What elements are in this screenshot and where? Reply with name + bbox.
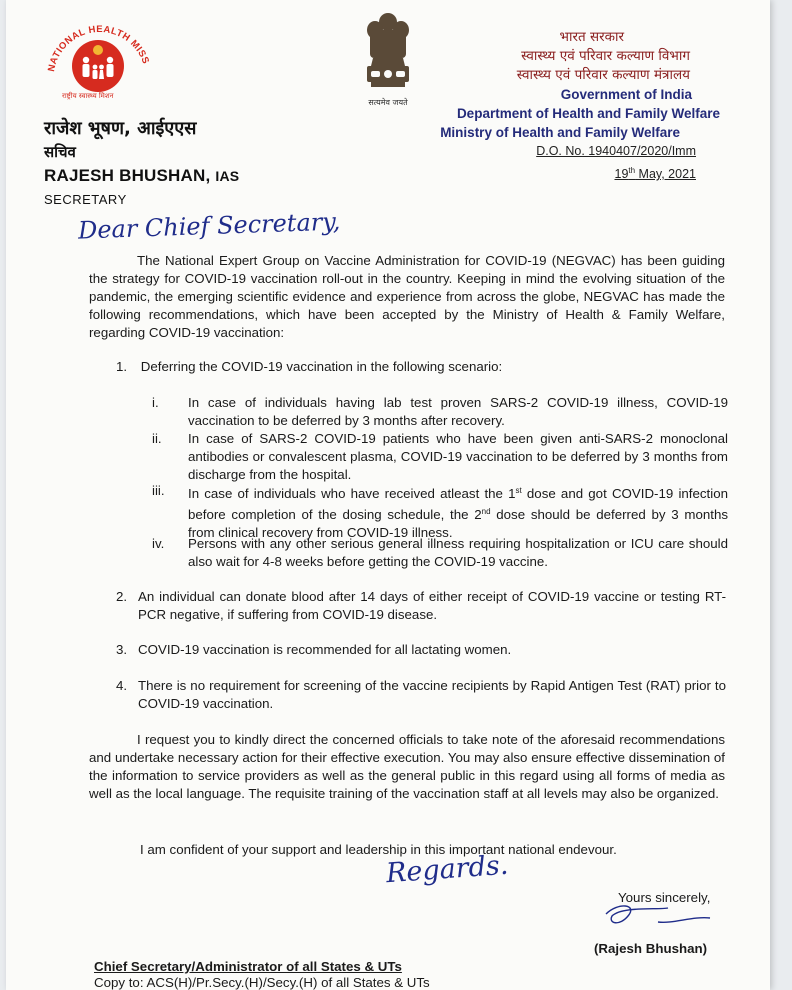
- date-suffix: th: [628, 166, 636, 175]
- gov-en-3: Ministry of Health and Family Welfare: [440, 125, 680, 140]
- secretary-title: SECRETARY: [44, 192, 127, 207]
- gov-en-2: Department of Health and Family Welfare: [456, 106, 720, 121]
- sup-second: nd: [481, 507, 491, 516]
- do-number: D.O. No. 1940407/2020/Imm: [536, 144, 696, 158]
- gov-hindi-3: स्वास्थ्य एवं परिवार कल्याण मंत्रालय: [516, 67, 690, 83]
- ministry-letterhead: [400, 28, 720, 184]
- sub-item-ii: [152, 430, 732, 484]
- sub-item-text-c: dose should be deferred by 3 months from clinical recovery from COVID-19 illness.: [188, 507, 728, 540]
- sub-item-text: [188, 482, 728, 542]
- sub-item-iii: [152, 482, 732, 540]
- letter-page: [6, 0, 770, 990]
- emblem-motto: सत्यमेव जयते: [368, 98, 408, 107]
- list-item-text: COVID-19 vaccination is recommended for all lactating women.: [138, 642, 512, 657]
- handwritten-regards: Regards.: [385, 849, 510, 890]
- list-item-1-number: 1.: [116, 359, 128, 374]
- sub-item-text-a: In case of individuals who have received atleast the 1: [188, 486, 516, 501]
- list-item-text: An individual can donate blood after 14 days of either receipt of COVID-19 vaccine or testing RT-PCR negative, if suffering from COVID-19 disease.: [138, 589, 726, 622]
- list-item-number: 3.: [116, 642, 128, 657]
- list-item-number: 4.: [116, 678, 128, 693]
- sub-item-text: Persons with any other serious general illness requiring hospitalization or ICU care should also wait for 4-8 weeks before getting the COVID-19 vaccine.: [188, 536, 728, 569]
- secretary-name-hindi: राजेश भूषण, आईएएस: [44, 118, 197, 139]
- request-paragraph: I request you to kindly direct the concerned officials to take note of the aforesaid recommendations and undertake necessary action for their effective execution. You may also ensure effective dissemination of the information to service providers as well as the general public in this regard using all forms of media as well as the local language. The requisite training of the vaccination staff at all levels may also be organized.: [89, 732, 725, 801]
- list-item-text: There is no requirement for screening of the vaccine recipients by Rapid Antigen Test (RAT) prior to COVID-19 vaccination.: [138, 678, 726, 711]
- sub-item-number: ii.: [152, 431, 162, 446]
- sub-item-text: In case of individuals having lab test proven SARS-2 COVID-19 illness, COVID-19 vaccination to be deferred by 3 months after recovery.: [188, 395, 728, 428]
- handwritten-salutation: Dear Chief Secretary,: [77, 207, 341, 245]
- nhm-logo: [40, 14, 156, 110]
- gov-hindi-1: भारत सरकार: [559, 29, 624, 45]
- sub-item-number: i.: [152, 395, 159, 410]
- sup-first: st: [515, 486, 522, 495]
- sub-item-text: In case of SARS-2 COVID-19 patients who have been given anti-SARS-2 monoclonal antibodies or convalescent plasma, COVID-19 vaccination to be deferred by 3 months from discharge from the hospital.: [188, 431, 728, 482]
- nhm-logo-hindi: राष्ट्रीय स्वास्थ्य मिशन: [62, 92, 114, 100]
- intro-paragraph: The National Expert Group on Vaccine Administration for COVID-19 (NEGVAC) has been guiding the strategy for COVID-19 vaccination roll-out in the country. Keeping in mind the evolving situation of the pandemic, the emerging scientific evidence and experience from across the globe, NEGVAC has made the following recommendations, which have been accepted by the Ministry of Health & Family Welfare, regarding COVID-19 vaccination:: [89, 253, 725, 340]
- sub-item-number: iii.: [152, 483, 165, 498]
- closing-line: I am confident of your support and leadership in this important national endevour.: [140, 842, 617, 857]
- secretary-name-text: RAJESH BHUSHAN,: [44, 166, 211, 185]
- letter-date: [400, 161, 720, 184]
- list-item-number: 2.: [116, 589, 128, 604]
- sub-item-number: iv.: [152, 536, 165, 551]
- date-day: 19: [614, 167, 629, 182]
- copy-to: Copy to: ACS(H)/Pr.Secy.(H)/Secy.(H) of all States & UTs: [94, 975, 430, 990]
- sub-item-iv: [152, 535, 732, 571]
- gov-en-1: Government of India: [560, 87, 692, 102]
- secretary-title-hindi: सचिव: [44, 143, 76, 161]
- addressee: Chief Secretary/Administrator of all States & UTs: [94, 959, 402, 974]
- list-item-1-text: Deferring the COVID-19 vaccination in the following scenario:: [140, 359, 503, 374]
- secretary-suffix: IAS: [215, 168, 240, 184]
- signatory-name: (Rajesh Bhushan): [594, 941, 708, 956]
- secretary-name: [44, 166, 239, 186]
- list-item-1: [116, 358, 726, 376]
- nhm-logo-arc-text: NATIONAL HEALTH MISS: [46, 24, 152, 73]
- sub-item-i: [152, 394, 732, 430]
- gov-hindi-2: स्वास्थ्य एवं परिवार कल्याण विभाग: [521, 48, 690, 64]
- yours-sincerely: Yours sincerely,: [618, 890, 711, 905]
- date-rest: May, 2021: [635, 167, 696, 182]
- sub-item-text-b: dose and got COVID-19 infection before completion of the dosing schedule, the 2: [188, 486, 728, 522]
